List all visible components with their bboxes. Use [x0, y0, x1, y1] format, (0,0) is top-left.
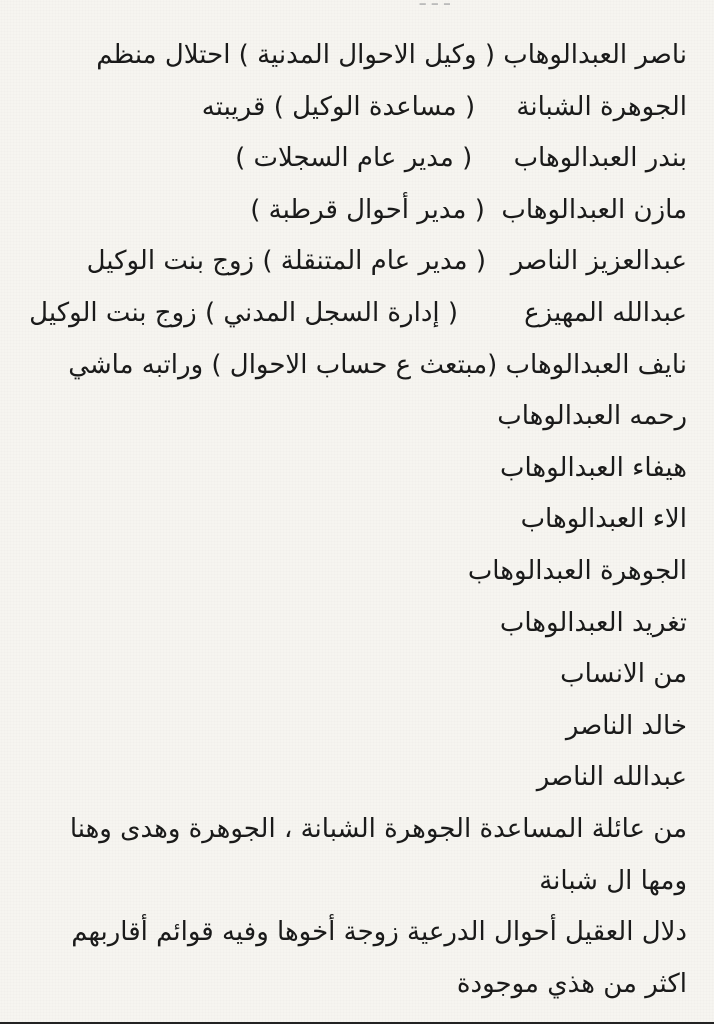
cut-off-text-fragment: [330, 0, 450, 6]
note-line: بندر العبدالوهاب ( مدير عام السجلات ): [235, 143, 687, 174]
note-line: نايف العبدالوهاب (مبتعث ع حساب الاحوال ) وراتبه ماشي: [68, 349, 687, 380]
note-line: عبدالله المهيزع ( إدارة السجل المدني ) زوج بنت الوكيل: [29, 297, 687, 328]
note-line: دلال العقيل أحوال الدرعية زوجة أخوها وفيه قوائم أقاربهم: [71, 917, 687, 948]
note-line: رحمه العبدالوهاب: [497, 401, 687, 432]
note-line: تغريد العبدالوهاب: [499, 607, 687, 638]
note-line: هيفاء العبدالوهاب: [500, 452, 687, 483]
note-line: عبدالعزيز الناصر ( مدير عام المتنقلة ) زوج بنت الوكيل: [86, 246, 687, 277]
note-line: عبدالله الناصر: [536, 762, 687, 793]
note-line: من عائلة المساعدة الجوهرة الشبانة ، الجوهرة وهدى وهنا: [69, 813, 687, 844]
note-line: من الانساب: [560, 659, 687, 690]
note-body[interactable]: [27, 30, 687, 1010]
note-line: خالد الناصر: [565, 710, 687, 741]
note-line: الاء العبدالوهاب: [520, 504, 687, 535]
note-line: اكثر من هذي موجودة: [456, 968, 687, 999]
note-line: الجوهرة العبدالوهاب: [467, 555, 687, 586]
note-line: ناصر العبدالوهاب ( وكيل الاحوال المدنية ) احتلال منظم: [96, 40, 687, 70]
note-line: مازن العبدالوهاب ( مدير أحوال قرطبة ): [250, 194, 687, 225]
note-line: ومها ال شبانة: [539, 865, 687, 896]
note-line: الجوهرة الشبانة ( مساعدة الوكيل ) قريبته: [201, 91, 687, 122]
